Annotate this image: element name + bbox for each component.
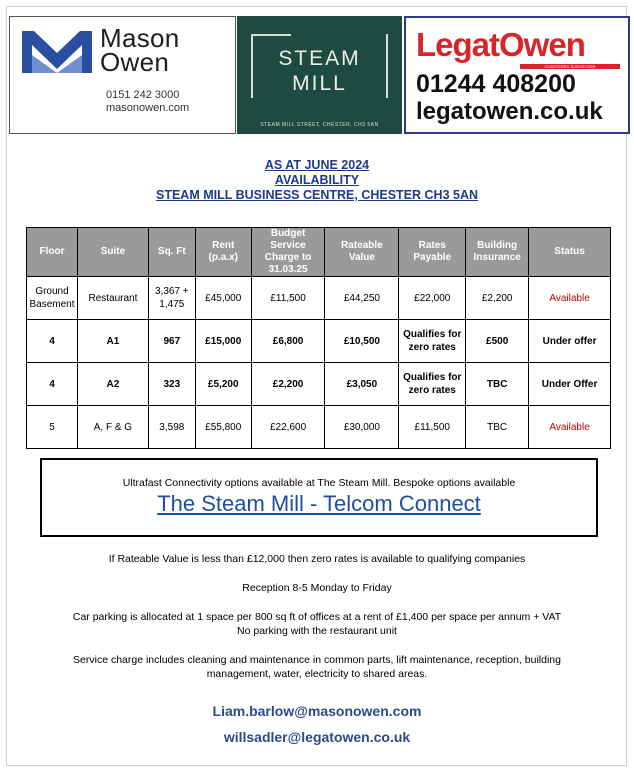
mason-owen-logo	[9, 16, 236, 134]
cell-rateable-value: £30,000	[325, 406, 399, 449]
cell-floor: Ground Basement	[27, 277, 78, 320]
mason-owen-m-icon	[22, 31, 92, 73]
legat-owen-name: LegatOwen	[416, 26, 585, 63]
cell-rates-payable: £11,500	[399, 406, 466, 449]
cell-service-charge: £2,200	[251, 363, 325, 406]
cell-insurance: £2,200	[466, 277, 529, 320]
cell-status: Under offer	[529, 320, 611, 363]
col-header-status: Status	[529, 228, 611, 277]
col-header-floor: Floor	[27, 228, 78, 277]
cell-rent: £15,000	[195, 320, 251, 363]
cell-rent: £5,200	[195, 363, 251, 406]
email-will-sadler[interactable]: willsadler@legatowen.co.uk	[223, 729, 411, 745]
cell-rent: £55,800	[195, 406, 251, 449]
heading-location: STEAM MILL BUSINESS CENTRE, CHESTER CH3 5AN	[155, 188, 479, 202]
col-header-sqft: Sq. Ft	[148, 228, 195, 277]
cell-sqft: 3,598	[148, 406, 195, 449]
legat-owen-tagline: CHARTERED SURVEYORS	[520, 64, 620, 69]
zero-rates-note: If Rateable Value is less than £12,000 then zero rates is available to qualifying companies	[108, 553, 526, 565]
cell-suite: A, F & G	[77, 406, 148, 449]
table-row	[27, 363, 611, 406]
legat-owen-phone: 01244 408200	[416, 70, 576, 98]
parking-note: Car parking is allocated at 1 space per 800 sq ft of offices at a rent of £1,400 per space per annum + VAT No parking with the restaurant unit	[72, 611, 562, 637]
cell-floor: 4	[27, 320, 78, 363]
col-header-building-insurance: Building Insurance	[466, 228, 529, 277]
legat-owen-logo	[404, 16, 630, 134]
cell-insurance: £500	[466, 320, 529, 363]
cell-suite: A1	[77, 320, 148, 363]
col-header-rent: Rent (p.a.x)	[195, 228, 251, 277]
cell-floor: 4	[27, 363, 78, 406]
cell-suite: Restaurant	[77, 277, 148, 320]
heading-date: AS AT JUNE 2024	[264, 158, 370, 172]
cell-rates-payable: £22,000	[399, 277, 466, 320]
cell-status: Available	[529, 277, 611, 320]
cell-service-charge: £11,500	[251, 277, 325, 320]
availability-table	[26, 227, 611, 449]
cell-status: Available	[529, 406, 611, 449]
cell-service-charge: £6,800	[251, 320, 325, 363]
availability-heading	[0, 158, 634, 203]
cell-sqft: 323	[148, 363, 195, 406]
col-header-rates-payable: Rates Payable	[399, 228, 466, 277]
mason-owen-contact: 0151 242 3000 masonowen.com	[106, 89, 190, 114]
cell-sqft: 3,367 + 1,475	[148, 277, 195, 320]
telcom-connect-link[interactable]: The Steam Mill - Telcom Connect	[157, 491, 481, 516]
col-header-service-charge: Budget Service Charge to 31.03.25	[251, 228, 325, 277]
table-row	[27, 406, 611, 449]
service-charge-note: Service charge includes cleaning and maintenance in common parts, lift maintenance, reception, building management, water, electricity to shared areas.	[73, 654, 561, 680]
table-row	[27, 277, 611, 320]
table-row	[27, 320, 611, 363]
cell-rateable-value: £10,500	[325, 320, 399, 363]
connectivity-box	[40, 458, 598, 537]
table-header-row	[27, 228, 611, 277]
cell-rent: £45,000	[195, 277, 251, 320]
cell-sqft: 967	[148, 320, 195, 363]
legat-owen-web: legatowen.co.uk	[416, 98, 603, 125]
cell-rates-payable: Qualifies for zero rates	[399, 363, 466, 406]
cell-floor: 5	[27, 406, 78, 449]
steam-mill-logo	[237, 16, 402, 134]
email-liam-barlow[interactable]: Liam.barlow@masonowen.com	[212, 703, 422, 719]
cell-insurance: TBC	[466, 363, 529, 406]
steam-mill-title: STEAM MILL	[278, 47, 361, 95]
cell-rateable-value: £3,050	[325, 363, 399, 406]
cell-rateable-value: £44,250	[325, 277, 399, 320]
connectivity-text: Ultrafast Connectivity options available at The Steam Mill. Bespoke options available	[122, 477, 516, 489]
cell-service-charge: £22,600	[251, 406, 325, 449]
col-header-suite: Suite	[77, 228, 148, 277]
mason-owen-name: Mason Owen	[100, 23, 180, 77]
reception-note: Reception 8-5 Monday to Friday	[242, 582, 392, 594]
cell-rates-payable: Qualifies for zero rates	[399, 320, 466, 363]
col-header-rateable-value: Rateable Value	[325, 228, 399, 277]
cell-suite: A2	[77, 363, 148, 406]
heading-availability: AVAILABILITY	[274, 173, 360, 187]
cell-status: Under Offer	[529, 363, 611, 406]
cell-insurance: TBC	[466, 406, 529, 449]
steam-mill-address: STEAM MILL STREET, CHESTER, CH3 5AN	[260, 122, 379, 128]
